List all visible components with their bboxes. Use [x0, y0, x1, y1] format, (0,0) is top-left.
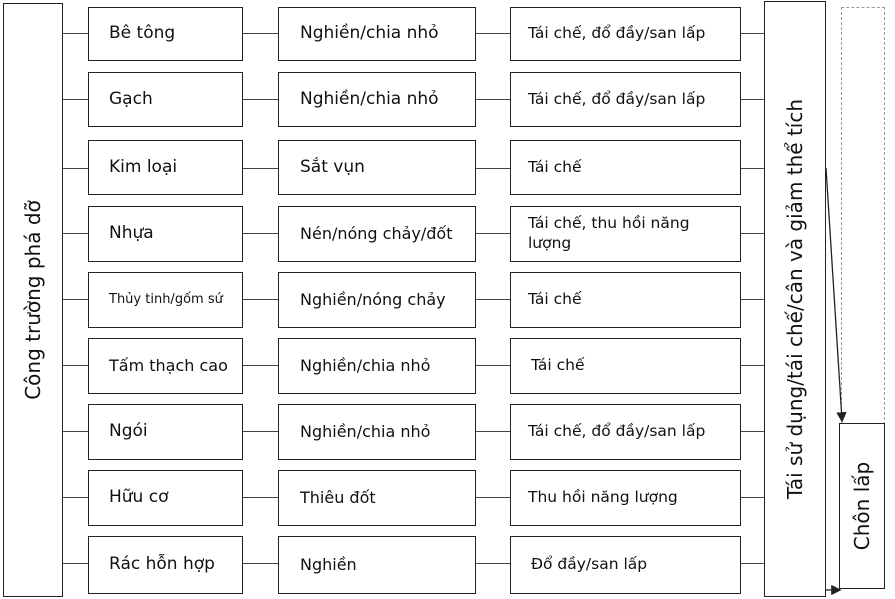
connector-process-outcome — [476, 497, 510, 498]
material-label: Thủy tinh/gốm sứ — [109, 291, 223, 307]
connector-material-process — [243, 365, 278, 366]
material-box — [88, 470, 243, 526]
process-label: Thiêu đốt — [300, 487, 376, 507]
process-label: Nghiền/chia nhỏ — [300, 88, 439, 109]
material-label: Bê tông — [109, 23, 176, 44]
outcome-box — [510, 72, 741, 127]
outcome-label: Tái chế — [531, 356, 585, 375]
connector-right — [741, 497, 764, 498]
process-box — [278, 7, 476, 61]
landfill-box — [839, 423, 885, 589]
outcome-box — [510, 338, 741, 394]
process-box — [278, 404, 476, 460]
connector-right — [741, 431, 764, 432]
material-box — [88, 72, 243, 127]
connector-left — [63, 365, 88, 366]
connector-material-process — [243, 99, 278, 100]
outcome-box — [510, 206, 741, 262]
material-box — [88, 140, 243, 195]
process-box — [278, 272, 476, 328]
connector-process-outcome — [476, 431, 510, 432]
material-label: Ngói — [109, 421, 148, 442]
outcome-label: Tái chế, thu hồi năng lượng — [528, 214, 690, 252]
connector-process-outcome — [476, 33, 510, 34]
connector-process-outcome — [476, 99, 510, 100]
connector-left — [63, 299, 88, 300]
connector-left — [63, 497, 88, 498]
material-box — [88, 404, 243, 460]
landfill-dashed-outline — [841, 7, 885, 425]
connector-right — [741, 168, 764, 169]
material-label: Kim loại — [109, 156, 178, 177]
outcome-label: Tái chế, đổ đầy/san lấp — [528, 422, 706, 441]
process-label: Nghiền/chia nhỏ — [300, 421, 431, 441]
process-label: Nghiền/chia nhỏ — [300, 355, 431, 375]
material-label: Rác hỗn hợp — [109, 554, 215, 575]
connector-process-outcome — [476, 365, 510, 366]
reuse-recycle-label: Tái sử dụng/tái chế/cân và giảm thể tích — [783, 98, 807, 500]
process-label: Nghiền/chia nhỏ — [300, 23, 439, 44]
outcome-box — [510, 272, 741, 328]
connector-left — [63, 99, 88, 100]
outcome-box — [510, 470, 741, 526]
process-box — [278, 338, 476, 394]
material-box — [88, 7, 243, 61]
outcome-label: Đổ đầy/san lấp — [531, 555, 648, 574]
process-label: Sắt vụn — [300, 156, 365, 177]
connector-process-outcome — [476, 168, 510, 169]
connector-right — [741, 99, 764, 100]
connector-material-process — [243, 33, 278, 34]
connector-material-process — [243, 233, 278, 234]
connector-process-outcome — [476, 233, 510, 234]
outcome-label: Tái chế — [528, 157, 582, 176]
material-box — [88, 272, 243, 328]
diagonal-arrow-to-landfill — [826, 168, 842, 420]
process-box — [278, 536, 476, 594]
demolition-site-label: Công trường phá dỡ — [21, 200, 45, 400]
landfill-label: Chôn lấp — [850, 461, 874, 551]
connector-left — [63, 563, 88, 564]
process-box — [278, 470, 476, 526]
process-label: Nghiền — [300, 554, 357, 574]
outcome-label: Tái chế — [528, 290, 582, 309]
material-box — [88, 338, 243, 394]
reuse-recycle-box — [764, 1, 826, 597]
process-box — [278, 140, 476, 195]
connector-right — [741, 365, 764, 366]
material-label: Nhựa — [109, 223, 154, 244]
connector-process-outcome — [476, 563, 510, 564]
material-box — [88, 206, 243, 262]
process-label: Nén/nóng chảy/đốt — [300, 223, 453, 243]
outcome-box — [510, 140, 741, 195]
connector-left — [63, 431, 88, 432]
connector-material-process — [243, 497, 278, 498]
connector-material-process — [243, 563, 278, 564]
connector-process-outcome — [476, 299, 510, 300]
outcome-label: Tái chế, đổ đầy/san lấp — [528, 24, 706, 43]
material-label: Hữu cơ — [109, 487, 169, 508]
material-label: Gạch — [109, 88, 153, 109]
material-box — [88, 536, 243, 594]
outcome-box — [510, 7, 741, 61]
outcome-box — [510, 404, 741, 460]
process-label: Nghiền/nóng chảy — [300, 289, 446, 309]
connector-right — [741, 233, 764, 234]
connector-material-process — [243, 299, 278, 300]
outcome-label: Thu hồi năng lượng — [528, 488, 678, 507]
connector-right — [741, 299, 764, 300]
outcome-box — [510, 536, 741, 594]
connector-right — [741, 563, 764, 564]
material-label: Tấm thạch cao — [109, 355, 228, 375]
process-box — [278, 72, 476, 127]
connector-left — [63, 33, 88, 34]
connector-right — [741, 33, 764, 34]
connector-left — [63, 168, 88, 169]
outcome-label: Tái chế, đổ đầy/san lấp — [528, 89, 706, 108]
connector-material-process — [243, 431, 278, 432]
demolition-site-box — [3, 3, 63, 597]
process-box — [278, 206, 476, 262]
connector-material-process — [243, 168, 278, 169]
connector-left — [63, 233, 88, 234]
